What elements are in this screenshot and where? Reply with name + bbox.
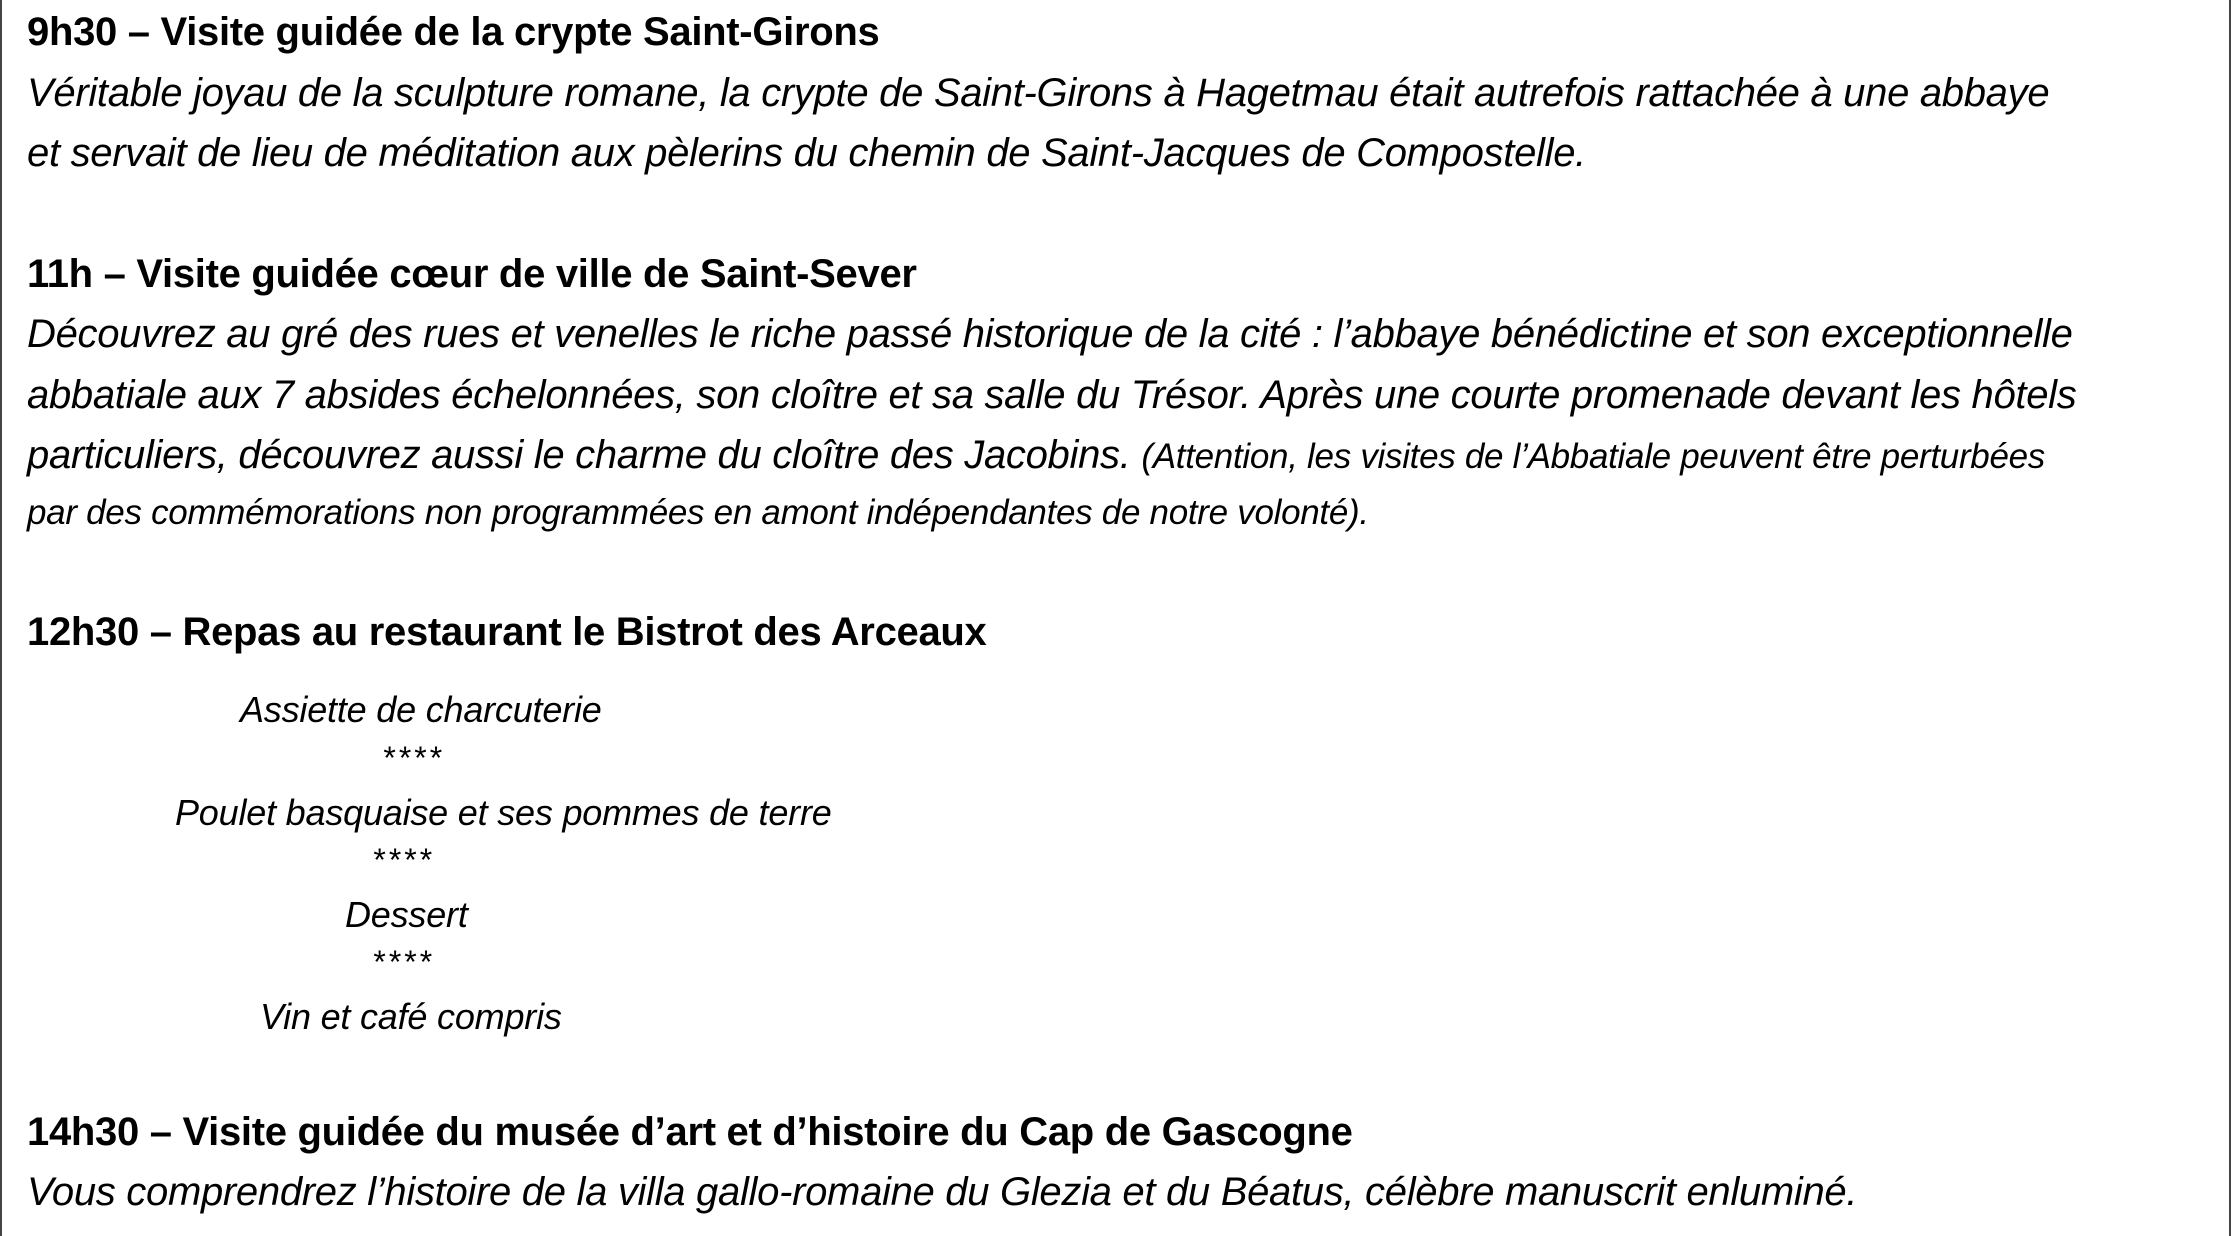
menu-separator: ****: [382, 740, 444, 776]
attention-note-end: par des commémorations non programmées en amont indépendantes de notre volonté).: [27, 493, 1369, 532]
section-heading-repas: 12h30 – Repas au restaurant le Bistrot des Arceaux: [27, 610, 987, 654]
menu-item-main: Poulet basquaise et ses pommes de terre: [175, 792, 832, 833]
section-heading-saint-sever: 11h – Visite guidée cœur de ville de Saint-Sever: [27, 252, 917, 296]
section-text-line: Découvrez au gré des rues et venelles le riche passé historique de la cité : l’abbaye bénédictine et son exceptionnelle: [27, 312, 2073, 356]
menu-item-dessert: Dessert: [345, 894, 468, 935]
menu-item-starter: Assiette de charcuterie: [240, 689, 602, 730]
section-text-line: [27, 435, 2045, 475]
section-text-line: Véritable joyau de la sculpture romane, la crypte de Saint-Girons à Hagetmau était autrefois rattachée à une abbaye: [27, 71, 2050, 115]
attention-note: (Attention, les visites de l’Abbatiale peuvent être perturbées: [1141, 437, 2045, 476]
menu-separator: ****: [372, 842, 434, 878]
section-heading-crypte: 9h30 – Visite guidée de la crypte Saint-Girons: [27, 10, 880, 54]
menu-item-drinks: Vin et café compris: [260, 996, 562, 1037]
section-text-line: et servait de lieu de méditation aux pèlerins du chemin de Saint-Jacques de Compostelle.: [27, 131, 1586, 175]
section-text-line: abbatiale aux 7 absides échelonnées, son cloître et sa salle du Trésor. Après une courte promenade devant les hôtels: [27, 373, 2077, 417]
menu-separator: ****: [372, 944, 434, 980]
section-text-segment: particuliers, découvrez aussi le charme du cloître des Jacobins.: [27, 433, 1131, 477]
section-heading-musee: 14h30 – Visite guidée du musée d’art et d’histoire du Cap de Gascogne: [27, 1110, 1353, 1154]
section-text-line: Vous comprendrez l’histoire de la villa gallo-romaine du Glezia et du Béatus, célèbre manuscrit enluminé.: [27, 1170, 1858, 1214]
